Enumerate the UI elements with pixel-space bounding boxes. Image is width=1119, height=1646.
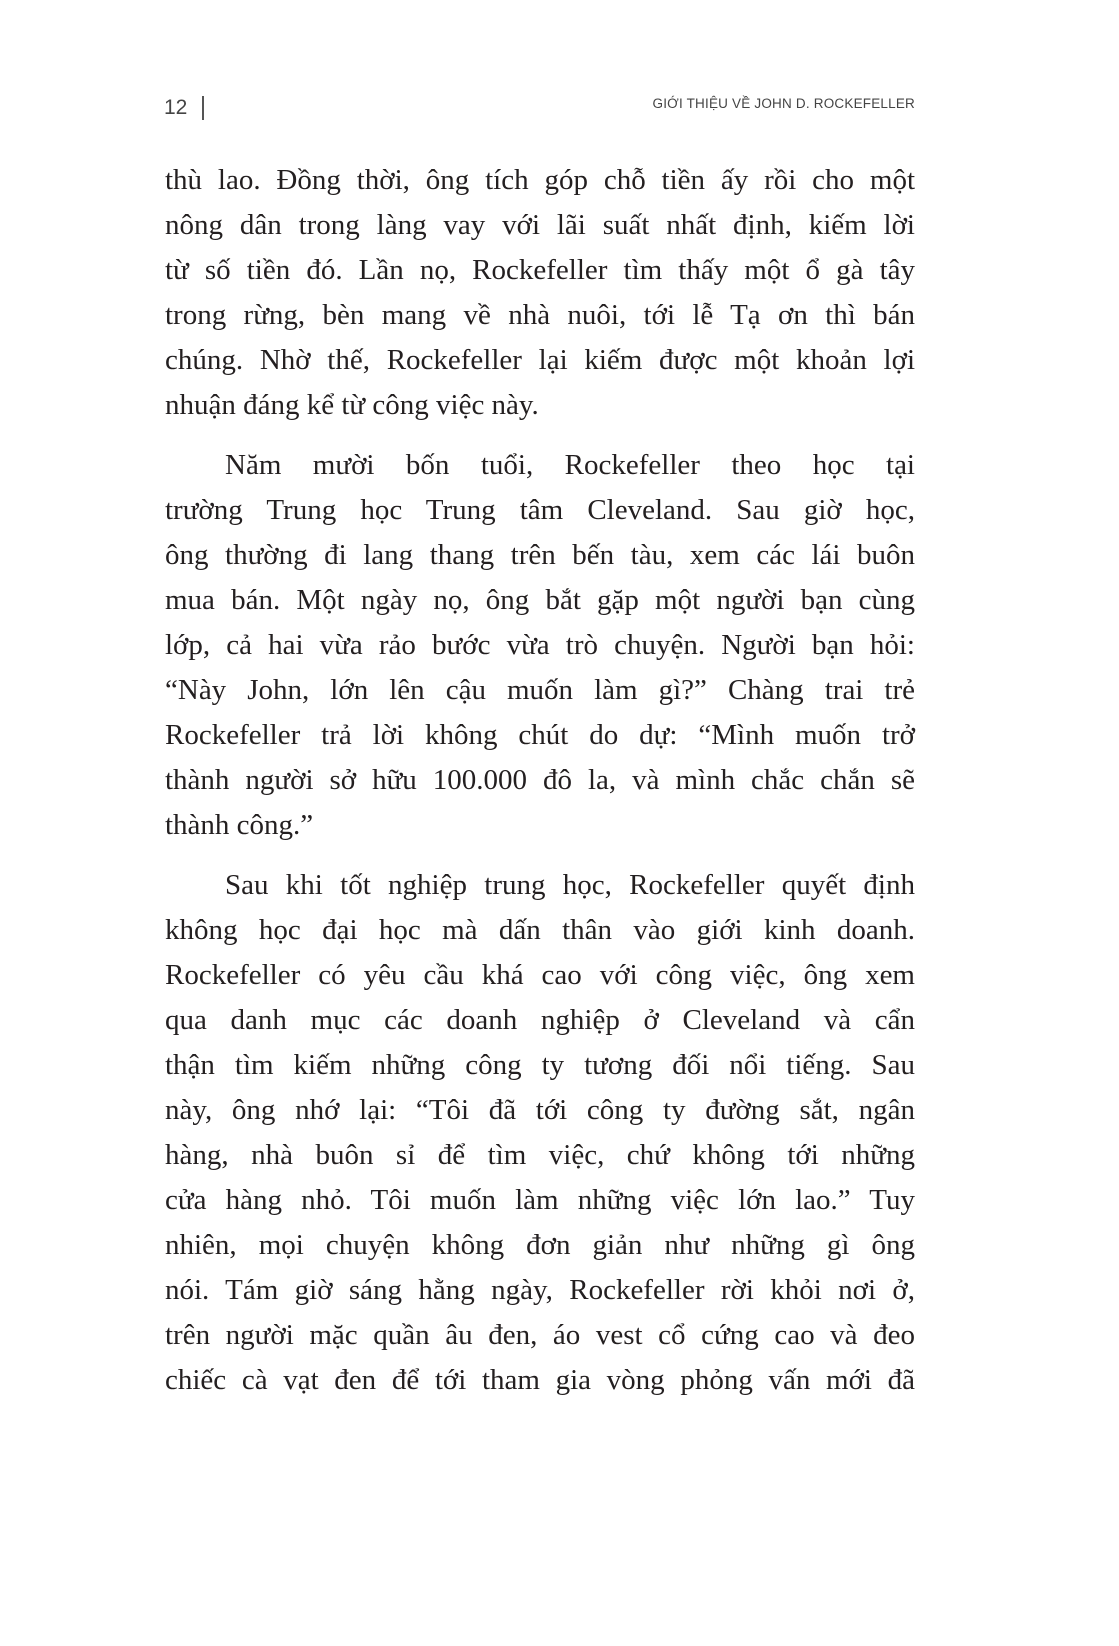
text-line: thành công.”: [165, 809, 314, 841]
text-line: trên người mặc quần âu đen, áo vest cổ cứng cao và đeo: [165, 1319, 915, 1351]
body-text: [165, 158, 915, 1418]
text-line: Rockefeller có yêu cầu khá cao với công việc, ông xem: [165, 959, 915, 991]
text-line: nhuận đáng kể từ công việc này.: [165, 389, 539, 421]
text-line: này, ông nhớ lại: “Tôi đã tới công ty đường sắt, ngân: [165, 1094, 915, 1126]
text-line: trong rừng, bèn mang về nhà nuôi, tới lễ Tạ ơn thì bán: [165, 299, 915, 331]
text-line: hàng, nhà buôn sỉ để tìm việc, chứ không tới những: [165, 1139, 915, 1171]
text-line: qua danh mục các doanh nghiệp ở Cleveland và cẩn: [165, 1004, 915, 1036]
text-line: Sau khi tốt nghiệp trung học, Rockefeller quyết định: [225, 869, 915, 901]
text-line: nông dân trong làng vay với lãi suất nhất định, kiếm lời: [165, 209, 915, 241]
paragraph: [165, 158, 915, 428]
text-line: ông thường đi lang thang trên bến tàu, xem các lái buôn: [165, 539, 915, 571]
page-number: 12: [164, 96, 188, 119]
text-line: nói. Tám giờ sáng hằng ngày, Rockefeller rời khỏi nơi ở,: [165, 1274, 915, 1306]
paragraph: [165, 863, 915, 1403]
running-title: GIỚI THIỆU VỀ JOHN D. ROCKEFELLER: [652, 96, 915, 111]
text-line: mua bán. Một ngày nọ, ông bắt gặp một người bạn cùng: [165, 584, 915, 616]
text-line: thận tìm kiếm những công ty tương đối nổi tiếng. Sau: [165, 1049, 915, 1081]
text-line: trường Trung học Trung tâm Cleveland. Sau giờ học,: [165, 494, 915, 526]
text-line: từ số tiền đó. Lần nọ, Rockefeller tìm thấy một ổ gà tây: [165, 254, 915, 286]
header-divider: [202, 96, 204, 120]
text-line: chúng. Nhờ thế, Rockefeller lại kiếm được một khoản lợi: [165, 344, 915, 376]
text-line: cửa hàng nhỏ. Tôi muốn làm những việc lớn lao.” Tuy: [165, 1184, 915, 1216]
text-line: nhiên, mọi chuyện không đơn giản như những gì ông: [165, 1229, 915, 1261]
text-line: Năm mười bốn tuổi, Rockefeller theo học tại: [225, 449, 915, 481]
text-line: thù lao. Đồng thời, ông tích góp chỗ tiền ấy rồi cho một: [165, 164, 915, 196]
text-line: Rockefeller trả lời không chút do dự: “Mình muốn trở: [165, 719, 915, 751]
paragraph: [165, 443, 915, 848]
text-line: “Này John, lớn lên cậu muốn làm gì?” Chàng trai trẻ: [165, 674, 915, 706]
text-line: lớp, cả hai vừa rảo bước vừa trò chuyện. Người bạn hỏi:: [165, 629, 915, 661]
text-line: thành người sở hữu 100.000 đô la, và mình chắc chắn sẽ: [165, 764, 915, 796]
text-line: không học đại học mà dấn thân vào giới kinh doanh.: [165, 914, 915, 946]
text-line: chiếc cà vạt đen để tới tham gia vòng phỏng vấn mới đã: [165, 1364, 915, 1396]
